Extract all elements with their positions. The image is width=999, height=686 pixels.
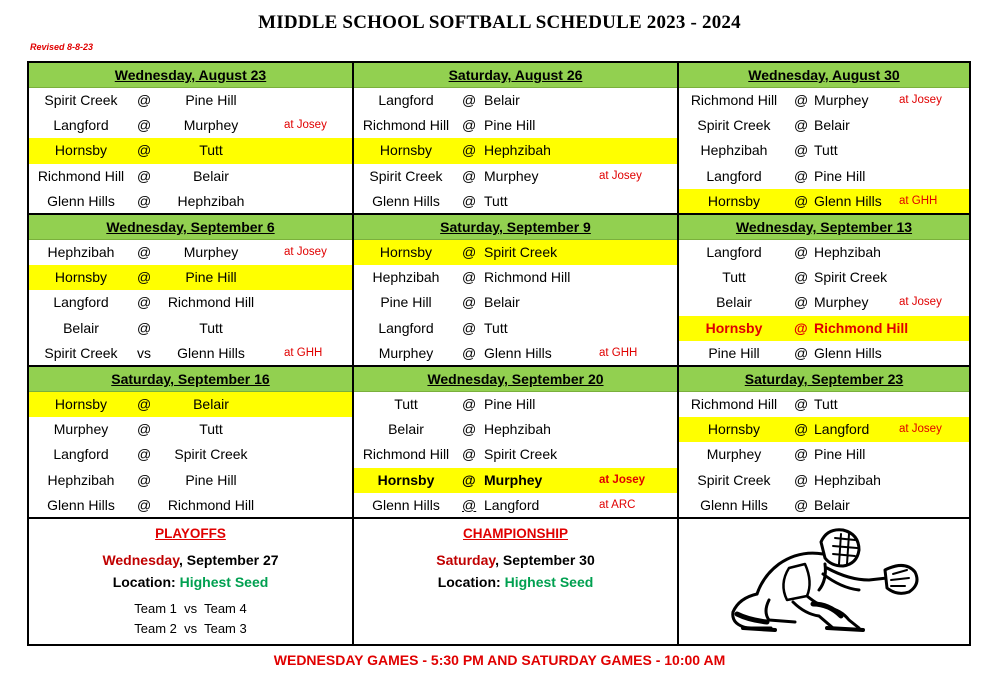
away-team: Pine Hill [814, 167, 866, 184]
image-cell [679, 519, 969, 644]
versus-separator: @ [794, 294, 809, 311]
week-date-header: Saturday, September 16 [29, 367, 352, 392]
versus-separator: @ [462, 117, 477, 134]
away-team: Tutt [199, 142, 223, 159]
games-list [679, 240, 969, 366]
home-team: Hephzibah [372, 269, 440, 286]
week-date-header: Saturday, August 26 [354, 63, 677, 88]
versus-separator: @ [137, 396, 152, 412]
game-row [354, 265, 677, 290]
away-team: Pine Hill [185, 269, 237, 286]
week-cell [679, 63, 969, 215]
away-team: Tutt [484, 192, 508, 209]
home-team: Hornsby [54, 142, 108, 159]
home-team: Glenn Hills [47, 496, 115, 513]
away-team: Langford [484, 496, 540, 513]
away-team: Glenn Hills [814, 344, 882, 361]
week-date-header: Wednesday, August 30 [679, 63, 969, 88]
away-team: Glenn Hills [484, 344, 552, 361]
revised-date: Revised 8-8-23 [30, 42, 94, 52]
game-row [354, 442, 677, 467]
games-list [29, 392, 352, 518]
game-row [679, 265, 969, 290]
game-location-note: at Josey [899, 423, 942, 436]
home-team: Richmond Hill [37, 167, 125, 184]
versus-separator: @ [137, 446, 152, 463]
game-row [354, 316, 677, 341]
game-row [29, 341, 352, 366]
playoffs-matchup: Team 2 vs Team 3 [134, 621, 247, 636]
championship-location-label: Location: [437, 574, 501, 590]
home-team: Belair [388, 421, 424, 438]
game-location-note: at GHH [284, 346, 323, 359]
versus-separator: @ [794, 496, 809, 513]
playoffs-date [29, 552, 352, 568]
page-title: MIDDLE SCHOOL SOFTBALL SCHEDULE 2023 - 2024 [258, 12, 741, 33]
versus-separator: @ [794, 192, 809, 209]
versus-separator: @ [462, 396, 477, 412]
week-cell [679, 367, 969, 519]
home-team: Tutt [722, 269, 746, 286]
championship-day: Saturday [436, 552, 496, 568]
game-location-note: at Josey [599, 473, 646, 486]
versus-separator: @ [794, 446, 809, 463]
games-list [679, 392, 969, 518]
game-row [29, 442, 352, 467]
game-row [679, 113, 969, 138]
week-date-header: Wednesday, August 23 [29, 63, 352, 88]
home-team: Hornsby [54, 269, 108, 286]
home-team: Belair [63, 319, 99, 336]
game-row [29, 468, 352, 493]
week-date-header: Wednesday, September 20 [354, 367, 677, 392]
championship-date [354, 552, 677, 568]
home-team: Pine Hill [708, 344, 760, 361]
versus-separator: @ [137, 142, 152, 159]
away-team: Belair [484, 294, 520, 311]
versus-separator: @ [137, 421, 152, 438]
game-row [29, 138, 352, 163]
game-row [679, 468, 969, 493]
away-team: Belair [814, 117, 850, 134]
home-team: Langford [53, 446, 109, 463]
versus-separator: @ [462, 142, 477, 159]
games-list [679, 88, 969, 214]
playoffs-location [29, 574, 352, 590]
week-cell [354, 215, 679, 367]
game-row [679, 138, 969, 163]
home-team: Langford [378, 319, 434, 336]
week-cell [29, 63, 354, 215]
away-team: Pine Hill [185, 92, 237, 108]
versus-separator: @ [137, 496, 152, 513]
versus-separator: @ [462, 92, 477, 108]
versus-separator: @ [462, 269, 477, 286]
away-team: Langford [814, 421, 870, 438]
home-team: Hornsby [705, 319, 763, 336]
home-team: Spirit Creek [697, 471, 771, 488]
home-team: Spirit Creek [44, 92, 118, 108]
away-team: Spirit Creek [484, 446, 558, 463]
game-row [29, 417, 352, 442]
home-team: Richmond Hill [690, 396, 778, 412]
game-row [29, 316, 352, 341]
home-team: Hephzibah [47, 244, 115, 260]
versus-separator: @ [794, 92, 809, 108]
home-team: Richmond Hill [362, 117, 450, 134]
game-row [354, 392, 677, 417]
away-team: Richmond Hill [167, 294, 255, 311]
game-location-note: at GHH [599, 346, 638, 359]
home-team: Murphey [53, 421, 109, 438]
game-location-note: at GHH [899, 194, 938, 207]
home-team: Pine Hill [380, 294, 432, 311]
versus-separator: @ [462, 471, 476, 488]
game-row [354, 341, 677, 366]
versus-separator: @ [794, 117, 809, 134]
game-times-footer: WEDNESDAY GAMES - 5:30 PM AND SATURDAY GAMES - 10:00 AM [273, 652, 726, 668]
game-row [29, 164, 352, 189]
game-row [679, 290, 969, 315]
game-row [29, 265, 352, 290]
away-team: Hephzibah [484, 421, 551, 438]
playoffs-matchup: Team 1 vs Team 4 [134, 601, 247, 616]
away-team: Belair [193, 396, 229, 412]
week-date-header: Saturday, September 23 [679, 367, 969, 392]
versus-separator: @ [137, 294, 152, 311]
week-cell [354, 63, 679, 215]
game-location-note: at ARC [599, 498, 636, 511]
championship-location-value: Highest Seed [504, 574, 594, 590]
game-row [354, 164, 677, 189]
game-row [679, 88, 969, 113]
away-team: Pine Hill [814, 446, 866, 463]
away-team: Tutt [814, 396, 838, 412]
game-location-note: at Josey [899, 94, 942, 106]
versus-separator: @ [137, 167, 152, 184]
week-date-header: Wednesday, September 13 [679, 215, 969, 240]
home-team: Langford [706, 244, 762, 260]
game-row [679, 164, 969, 189]
versus-separator: @ [794, 344, 809, 361]
playoffs-day-date: , September 27 [178, 552, 279, 568]
game-row [354, 113, 677, 138]
versus-separator: vs [137, 344, 151, 361]
playoffs-location-value: Highest Seed [179, 574, 269, 590]
versus-separator: @ [462, 496, 477, 513]
game-row [679, 341, 969, 366]
away-team: Hephzibah [177, 192, 245, 209]
away-team: Hephzibah [484, 142, 551, 159]
game-row [354, 189, 677, 214]
versus-separator: @ [137, 269, 152, 286]
versus-separator: @ [462, 244, 477, 260]
versus-separator: @ [794, 244, 809, 260]
game-row [354, 468, 677, 493]
versus-separator: @ [794, 471, 809, 488]
home-team: Hornsby [377, 471, 435, 488]
home-team: Hornsby [379, 142, 433, 159]
away-team: Tutt [199, 319, 223, 336]
week-cell [354, 367, 679, 519]
game-row [679, 493, 969, 518]
game-row [354, 138, 677, 163]
game-row [679, 392, 969, 417]
versus-separator: @ [462, 446, 477, 463]
versus-separator: @ [794, 421, 809, 438]
away-team: Murphey [183, 244, 239, 260]
game-row [354, 290, 677, 315]
versus-separator: @ [462, 192, 477, 209]
home-team: Murphey [378, 344, 434, 361]
week-cell [29, 367, 354, 519]
playoffs-day: Wednesday [102, 552, 179, 568]
game-row [354, 88, 677, 113]
versus-separator: @ [794, 167, 809, 184]
away-team: Spirit Creek [484, 244, 558, 260]
championship-title: CHAMPIONSHIP [462, 526, 568, 541]
home-team: Langford [53, 294, 109, 311]
away-team: Pine Hill [484, 117, 536, 134]
game-row [29, 189, 352, 214]
home-team: Spirit Creek [697, 117, 771, 134]
away-team: Murphey [484, 167, 539, 184]
home-team: Glenn Hills [372, 192, 440, 209]
games-list [29, 240, 352, 366]
week-cell [679, 215, 969, 367]
home-team: Langford [706, 167, 762, 184]
away-team: Spirit Creek [814, 269, 888, 286]
away-team: Tutt [814, 142, 838, 159]
away-team: Murphey [814, 92, 869, 108]
home-team: Glenn Hills [700, 496, 768, 513]
versus-separator: @ [137, 471, 152, 488]
game-row [354, 417, 677, 442]
home-team: Langford [378, 92, 434, 108]
away-team: Belair [814, 496, 850, 513]
away-team: Hephzibah [814, 471, 881, 488]
versus-separator: @ [462, 319, 477, 336]
championship-cell [354, 519, 679, 644]
game-row [29, 88, 352, 113]
game-row [679, 417, 969, 442]
game-location-note: at Josey [599, 169, 642, 182]
versus-separator: @ [137, 319, 152, 336]
away-team: Tutt [199, 421, 223, 438]
game-location-note: at Josey [899, 296, 942, 309]
away-team: Murphey [183, 117, 239, 134]
away-team: Murphey [484, 471, 543, 488]
home-team: Belair [716, 294, 752, 311]
versus-separator: @ [794, 269, 809, 286]
game-row [29, 240, 352, 265]
week-cell [29, 215, 354, 367]
home-team: Hephzibah [47, 471, 115, 488]
home-team: Spirit Creek [44, 344, 118, 361]
home-team: Glenn Hills [372, 496, 440, 513]
game-row [29, 113, 352, 138]
versus-separator: @ [794, 142, 809, 159]
away-team: Glenn Hills [814, 192, 882, 209]
versus-separator: @ [137, 244, 152, 260]
game-row [679, 316, 969, 341]
away-team: Tutt [484, 319, 508, 336]
versus-separator: @ [794, 396, 809, 412]
home-team: Murphey [706, 446, 762, 463]
schedule-grid [27, 61, 971, 646]
playoffs-location-label: Location: [112, 574, 176, 590]
home-team: Richmond Hill [690, 92, 778, 108]
game-row [29, 493, 352, 518]
home-team: Langford [53, 117, 109, 134]
away-team: Richmond Hill [167, 496, 255, 513]
game-row [679, 442, 969, 467]
week-date-header: Saturday, September 9 [354, 215, 677, 240]
playoffs-title: PLAYOFFS [155, 526, 226, 541]
games-list [354, 88, 677, 214]
championship-location [354, 574, 677, 590]
game-row [354, 240, 677, 265]
away-team: Richmond Hill [484, 269, 571, 286]
versus-separator: @ [462, 167, 477, 184]
away-team: Glenn Hills [177, 344, 245, 361]
games-list [354, 392, 677, 518]
championship-day-date: , September 30 [495, 552, 595, 568]
home-team: Glenn Hills [47, 192, 115, 209]
away-team: Murphey [814, 294, 869, 311]
week-date-header: Wednesday, September 6 [29, 215, 352, 240]
game-row [679, 189, 969, 214]
versus-separator: @ [137, 192, 152, 209]
away-team: Spirit Creek [174, 446, 248, 463]
game-row [679, 240, 969, 265]
versus-separator: @ [462, 421, 477, 438]
game-row [29, 392, 352, 417]
games-list [354, 240, 677, 366]
versus-separator: @ [137, 92, 152, 108]
game-location-note: at Josey [284, 119, 327, 132]
softball-catcher-illustration [709, 524, 939, 636]
away-team: Pine Hill [484, 396, 536, 412]
away-team: Pine Hill [185, 471, 237, 488]
versus-separator: @ [462, 344, 477, 361]
versus-separator: @ [794, 319, 808, 336]
home-team: Spirit Creek [369, 167, 443, 184]
home-team: Hornsby [379, 244, 433, 260]
home-team: Hornsby [54, 396, 108, 412]
home-team: Hephzibah [700, 142, 768, 159]
home-team: Hornsby [707, 421, 761, 438]
home-team: Richmond Hill [362, 446, 450, 463]
game-location-note: at Josey [284, 246, 327, 258]
games-list [29, 88, 352, 214]
home-team: Hornsby [707, 192, 761, 209]
versus-separator: @ [462, 294, 477, 311]
home-team: Tutt [394, 396, 418, 412]
away-team: Belair [193, 167, 229, 184]
versus-separator: @ [137, 117, 152, 134]
playoffs-cell [29, 519, 354, 644]
away-team: Hephzibah [814, 244, 881, 260]
away-team: Belair [484, 92, 520, 108]
game-row [29, 290, 352, 315]
game-row [354, 493, 677, 518]
away-team: Richmond Hill [814, 319, 909, 336]
